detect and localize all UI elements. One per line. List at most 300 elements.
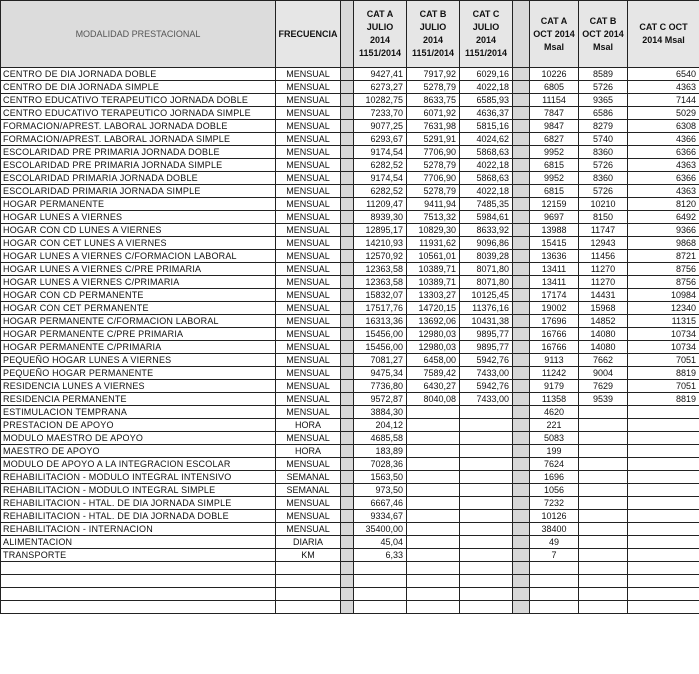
cell-modalidad bbox=[1, 575, 276, 588]
cell-cat-b-oct bbox=[579, 536, 628, 549]
cell-cat-c-oct bbox=[628, 458, 699, 471]
cell-cat-c-oct: 6366 bbox=[628, 146, 699, 159]
table-row bbox=[1, 575, 699, 588]
column-divider bbox=[341, 68, 354, 81]
cell-cat-b-oct: 5740 bbox=[579, 133, 628, 146]
table-row bbox=[1, 328, 699, 341]
cell-cat-a-julio: 12895,17 bbox=[354, 224, 407, 237]
cell-cat-b-oct: 7629 bbox=[579, 380, 628, 393]
cell-cat-a-oct: 7624 bbox=[530, 458, 579, 471]
table-row bbox=[1, 120, 699, 133]
cell-cat-c-julio bbox=[460, 536, 513, 549]
cell-cat-b-oct: 11270 bbox=[579, 263, 628, 276]
cell-cat-c-julio: 9895,77 bbox=[460, 341, 513, 354]
cell-cat-b-julio: 7706,90 bbox=[407, 146, 460, 159]
column-divider bbox=[513, 172, 530, 185]
cell-cat-a-oct: 4620 bbox=[530, 406, 579, 419]
cell-frecuencia: MENSUAL bbox=[276, 81, 341, 94]
table-row bbox=[1, 601, 699, 614]
cell-cat-c-oct: 8819 bbox=[628, 367, 699, 380]
cell-cat-c-oct: 11315 bbox=[628, 315, 699, 328]
cell-cat-a-oct: 19002 bbox=[530, 302, 579, 315]
cell-frecuencia: MENSUAL bbox=[276, 289, 341, 302]
cell-modalidad: FORMACION/APREST. LABORAL JORNADA DOBLE bbox=[1, 120, 276, 133]
cell-cat-b-julio bbox=[407, 445, 460, 458]
cell-modalidad: MAESTRO DE APOYO bbox=[1, 445, 276, 458]
cell-cat-b-julio bbox=[407, 601, 460, 614]
cell-cat-b-julio: 12980,03 bbox=[407, 328, 460, 341]
cell-cat-b-julio bbox=[407, 549, 460, 562]
column-divider bbox=[513, 302, 530, 315]
cell-cat-c-oct: 6366 bbox=[628, 172, 699, 185]
column-divider bbox=[341, 601, 354, 614]
column-divider bbox=[341, 510, 354, 523]
cell-cat-b-julio bbox=[407, 588, 460, 601]
table-row bbox=[1, 588, 699, 601]
column-divider bbox=[341, 263, 354, 276]
cell-cat-c-julio bbox=[460, 497, 513, 510]
column-divider bbox=[513, 601, 530, 614]
cell-frecuencia: MENSUAL bbox=[276, 107, 341, 120]
column-divider bbox=[513, 419, 530, 432]
column-divider bbox=[341, 380, 354, 393]
column-divider bbox=[513, 510, 530, 523]
column-divider bbox=[341, 94, 354, 107]
column-divider bbox=[513, 133, 530, 146]
column-divider bbox=[513, 289, 530, 302]
cell-cat-b-oct: 14852 bbox=[579, 315, 628, 328]
cell-cat-c-julio bbox=[460, 484, 513, 497]
column-divider bbox=[341, 523, 354, 536]
cell-cat-c-julio: 6029,16 bbox=[460, 68, 513, 81]
cell-cat-c-julio: 7433,00 bbox=[460, 367, 513, 380]
cell-cat-a-oct: 13411 bbox=[530, 276, 579, 289]
cell-cat-c-julio: 4022,18 bbox=[460, 159, 513, 172]
cell-cat-c-oct bbox=[628, 497, 699, 510]
table-row bbox=[1, 484, 699, 497]
table-row bbox=[1, 419, 699, 432]
table-row bbox=[1, 263, 699, 276]
cell-cat-c-julio: 8071,80 bbox=[460, 276, 513, 289]
column-divider bbox=[341, 354, 354, 367]
cell-cat-c-julio: 8633,92 bbox=[460, 224, 513, 237]
header-cat-a-oct: CAT A OCT 2014 Msal bbox=[530, 1, 579, 68]
cell-cat-b-julio: 7589,42 bbox=[407, 367, 460, 380]
cell-modalidad: HOGAR CON CET PERMANENTE bbox=[1, 302, 276, 315]
cell-cat-b-julio: 6430,27 bbox=[407, 380, 460, 393]
cell-cat-a-julio: 6667,46 bbox=[354, 497, 407, 510]
cell-cat-a-oct: 7847 bbox=[530, 107, 579, 120]
cell-modalidad: ESCOLARIDAD PRIMARIA JORNADA DOBLE bbox=[1, 172, 276, 185]
cell-modalidad bbox=[1, 562, 276, 575]
cell-cat-b-oct: 8279 bbox=[579, 120, 628, 133]
cell-cat-b-julio bbox=[407, 523, 460, 536]
cell-cat-c-julio bbox=[460, 510, 513, 523]
cell-cat-b-oct bbox=[579, 471, 628, 484]
cell-cat-c-julio bbox=[460, 458, 513, 471]
cell-frecuencia: MENSUAL bbox=[276, 276, 341, 289]
column-divider bbox=[341, 250, 354, 263]
cell-cat-a-oct: 38400 bbox=[530, 523, 579, 536]
column-divider bbox=[341, 159, 354, 172]
cell-cat-c-oct: 4363 bbox=[628, 185, 699, 198]
cell-cat-c-oct: 7144 bbox=[628, 94, 699, 107]
cell-cat-c-oct: 8756 bbox=[628, 263, 699, 276]
cell-frecuencia: MENSUAL bbox=[276, 146, 341, 159]
cell-cat-a-julio: 3884,30 bbox=[354, 406, 407, 419]
column-divider bbox=[341, 367, 354, 380]
cell-modalidad bbox=[1, 588, 276, 601]
cell-cat-c-julio: 8039,28 bbox=[460, 250, 513, 263]
cell-cat-b-oct: 5726 bbox=[579, 81, 628, 94]
cell-cat-c-oct bbox=[628, 510, 699, 523]
cell-cat-c-julio: 5942,76 bbox=[460, 380, 513, 393]
cell-modalidad: ALIMENTACION bbox=[1, 536, 276, 549]
cell-cat-a-julio: 1563,50 bbox=[354, 471, 407, 484]
cell-frecuencia: MENSUAL bbox=[276, 406, 341, 419]
cell-modalidad: ESCOLARIDAD PRIMARIA JORNADA SIMPLE bbox=[1, 185, 276, 198]
table-row bbox=[1, 341, 699, 354]
column-divider bbox=[513, 380, 530, 393]
cell-cat-a-oct: 13636 bbox=[530, 250, 579, 263]
cell-cat-b-oct: 8150 bbox=[579, 211, 628, 224]
cell-frecuencia: SEMANAL bbox=[276, 484, 341, 497]
cell-cat-a-oct bbox=[530, 588, 579, 601]
cell-frecuencia: MENSUAL bbox=[276, 393, 341, 406]
cell-cat-a-julio: 6293,67 bbox=[354, 133, 407, 146]
column-divider bbox=[341, 224, 354, 237]
cell-cat-c-julio: 7433,00 bbox=[460, 393, 513, 406]
cell-cat-c-julio: 9895,77 bbox=[460, 328, 513, 341]
cell-cat-b-oct: 10210 bbox=[579, 198, 628, 211]
column-divider bbox=[513, 497, 530, 510]
column-divider bbox=[513, 1, 530, 68]
cell-cat-a-julio: 6273,27 bbox=[354, 81, 407, 94]
cell-cat-b-oct: 5726 bbox=[579, 159, 628, 172]
cell-cat-b-oct: 14080 bbox=[579, 341, 628, 354]
cell-cat-c-julio bbox=[460, 588, 513, 601]
table-row bbox=[1, 510, 699, 523]
cell-cat-a-julio: 7028,36 bbox=[354, 458, 407, 471]
cell-cat-b-oct bbox=[579, 601, 628, 614]
cell-cat-a-oct: 9952 bbox=[530, 172, 579, 185]
table-row bbox=[1, 406, 699, 419]
column-divider bbox=[341, 432, 354, 445]
cell-cat-b-oct bbox=[579, 432, 628, 445]
cell-cat-c-julio: 10431,38 bbox=[460, 315, 513, 328]
column-divider bbox=[513, 211, 530, 224]
cell-cat-a-oct: 7 bbox=[530, 549, 579, 562]
column-divider bbox=[341, 562, 354, 575]
cell-modalidad: PRESTACION DE APOYO bbox=[1, 419, 276, 432]
cell-cat-a-oct bbox=[530, 575, 579, 588]
cell-cat-b-julio: 5278,79 bbox=[407, 81, 460, 94]
cell-modalidad bbox=[1, 601, 276, 614]
cell-frecuencia: MENSUAL bbox=[276, 497, 341, 510]
cell-modalidad: TRANSPORTE bbox=[1, 549, 276, 562]
cell-cat-b-julio: 10389,71 bbox=[407, 263, 460, 276]
column-divider bbox=[341, 458, 354, 471]
cell-cat-c-julio: 4024,62 bbox=[460, 133, 513, 146]
cell-cat-b-julio: 7513,32 bbox=[407, 211, 460, 224]
cell-cat-c-oct: 12340 bbox=[628, 302, 699, 315]
cell-cat-c-oct: 10734 bbox=[628, 341, 699, 354]
cell-cat-c-oct bbox=[628, 432, 699, 445]
column-divider bbox=[513, 224, 530, 237]
cell-cat-a-julio: 12363,58 bbox=[354, 276, 407, 289]
cell-cat-a-julio: 8939,30 bbox=[354, 211, 407, 224]
cell-cat-c-julio: 7485,35 bbox=[460, 198, 513, 211]
cell-cat-a-oct: 17696 bbox=[530, 315, 579, 328]
cell-cat-a-julio: 973,50 bbox=[354, 484, 407, 497]
cell-modalidad: REHABILITACION - MODULO INTEGRAL SIMPLE bbox=[1, 484, 276, 497]
cell-cat-a-julio: 9334,67 bbox=[354, 510, 407, 523]
cell-cat-c-oct bbox=[628, 445, 699, 458]
column-divider bbox=[513, 185, 530, 198]
column-divider bbox=[513, 393, 530, 406]
cell-cat-a-oct: 6827 bbox=[530, 133, 579, 146]
column-divider bbox=[341, 341, 354, 354]
cell-cat-b-julio: 13692,06 bbox=[407, 315, 460, 328]
cell-cat-b-oct: 6586 bbox=[579, 107, 628, 120]
cell-cat-c-julio: 8071,80 bbox=[460, 263, 513, 276]
cell-modalidad: HOGAR CON CD LUNES A VIERNES bbox=[1, 224, 276, 237]
cell-modalidad: REHABILITACION - INTERNACION bbox=[1, 523, 276, 536]
table-row bbox=[1, 315, 699, 328]
cell-frecuencia: MENSUAL bbox=[276, 432, 341, 445]
cell-cat-b-julio bbox=[407, 471, 460, 484]
cell-modalidad: RESIDENCIA PERMANENTE bbox=[1, 393, 276, 406]
table-row bbox=[1, 354, 699, 367]
header-cat-c-julio: CAT C JULIO 2014 1151/2014 bbox=[460, 1, 513, 68]
column-divider bbox=[513, 146, 530, 159]
cell-cat-c-julio: 10125,45 bbox=[460, 289, 513, 302]
cell-cat-b-oct: 11747 bbox=[579, 224, 628, 237]
header-cat-b-julio: CAT B JULIO 2014 1151/2014 bbox=[407, 1, 460, 68]
column-divider bbox=[341, 211, 354, 224]
column-divider bbox=[513, 276, 530, 289]
cell-cat-a-julio: 15832,07 bbox=[354, 289, 407, 302]
column-divider bbox=[341, 302, 354, 315]
cell-frecuencia: DIARIA bbox=[276, 536, 341, 549]
cell-frecuencia bbox=[276, 562, 341, 575]
cell-modalidad: PEQUEÑO HOGAR PERMANENTE bbox=[1, 367, 276, 380]
cell-cat-c-julio: 4636,37 bbox=[460, 107, 513, 120]
cell-cat-c-oct bbox=[628, 549, 699, 562]
cell-modalidad: ESCOLARIDAD PRE PRIMARIA JORNADA SIMPLE bbox=[1, 159, 276, 172]
cell-frecuencia: MENSUAL bbox=[276, 94, 341, 107]
cell-cat-b-julio bbox=[407, 484, 460, 497]
cell-cat-c-julio bbox=[460, 471, 513, 484]
cell-cat-a-julio: 16313,36 bbox=[354, 315, 407, 328]
column-divider bbox=[513, 159, 530, 172]
header-cat-c-oct: CAT C OCT 2014 Msal bbox=[628, 1, 699, 68]
cell-frecuencia: MENSUAL bbox=[276, 367, 341, 380]
cell-cat-a-julio: 9077,25 bbox=[354, 120, 407, 133]
table-body bbox=[1, 68, 699, 614]
cell-cat-c-oct: 4366 bbox=[628, 133, 699, 146]
cell-cat-a-julio bbox=[354, 588, 407, 601]
cell-cat-a-oct: 49 bbox=[530, 536, 579, 549]
column-divider bbox=[513, 406, 530, 419]
cell-cat-a-julio: 9475,34 bbox=[354, 367, 407, 380]
header-cat-a-julio: CAT A JULIO 2014 1151/2014 bbox=[354, 1, 407, 68]
column-divider bbox=[341, 198, 354, 211]
cell-cat-a-oct: 6815 bbox=[530, 159, 579, 172]
column-divider bbox=[513, 562, 530, 575]
column-divider bbox=[341, 315, 354, 328]
table-row bbox=[1, 471, 699, 484]
column-divider bbox=[341, 484, 354, 497]
table-row bbox=[1, 172, 699, 185]
cell-cat-c-julio: 5868,63 bbox=[460, 146, 513, 159]
table-row bbox=[1, 393, 699, 406]
cell-cat-b-oct: 11456 bbox=[579, 250, 628, 263]
cell-cat-b-oct bbox=[579, 510, 628, 523]
cell-cat-c-oct: 8120 bbox=[628, 198, 699, 211]
cell-modalidad: HOGAR PERMANENTE C/FORMACION LABORAL bbox=[1, 315, 276, 328]
cell-modalidad: HOGAR LUNES A VIERNES C/FORMACION LABORAL bbox=[1, 250, 276, 263]
table-row bbox=[1, 68, 699, 81]
column-divider bbox=[341, 471, 354, 484]
cell-frecuencia: MENSUAL bbox=[276, 133, 341, 146]
cell-cat-c-oct bbox=[628, 562, 699, 575]
column-divider bbox=[513, 328, 530, 341]
cell-cat-a-oct: 16766 bbox=[530, 328, 579, 341]
column-divider bbox=[513, 263, 530, 276]
table-row bbox=[1, 211, 699, 224]
cell-cat-b-julio: 12980,03 bbox=[407, 341, 460, 354]
cell-modalidad: HOGAR CON CD PERMANENTE bbox=[1, 289, 276, 302]
cell-cat-a-julio: 35400,00 bbox=[354, 523, 407, 536]
cell-cat-a-julio: 7233,70 bbox=[354, 107, 407, 120]
cell-cat-c-oct: 4363 bbox=[628, 81, 699, 94]
table-row bbox=[1, 250, 699, 263]
cell-cat-c-oct bbox=[628, 536, 699, 549]
cell-cat-a-julio: 6282,52 bbox=[354, 185, 407, 198]
cell-frecuencia: MENSUAL bbox=[276, 120, 341, 133]
cell-cat-b-julio bbox=[407, 458, 460, 471]
cell-cat-a-julio bbox=[354, 601, 407, 614]
cell-cat-b-julio: 5278,79 bbox=[407, 185, 460, 198]
table-row bbox=[1, 432, 699, 445]
cell-cat-a-julio: 11209,47 bbox=[354, 198, 407, 211]
cell-cat-a-oct: 6805 bbox=[530, 81, 579, 94]
cell-cat-c-julio: 5984,61 bbox=[460, 211, 513, 224]
cell-cat-b-oct: 8589 bbox=[579, 68, 628, 81]
cell-cat-c-julio: 4022,18 bbox=[460, 185, 513, 198]
table-row bbox=[1, 146, 699, 159]
table-row bbox=[1, 497, 699, 510]
cell-cat-a-julio: 6,33 bbox=[354, 549, 407, 562]
cell-frecuencia: MENSUAL bbox=[276, 523, 341, 536]
cell-cat-b-julio bbox=[407, 510, 460, 523]
cell-cat-c-oct: 10984 bbox=[628, 289, 699, 302]
cell-frecuencia: KM bbox=[276, 549, 341, 562]
column-divider bbox=[513, 354, 530, 367]
cell-modalidad: HOGAR PERMANENTE C/PRIMARIA bbox=[1, 341, 276, 354]
cell-cat-c-julio bbox=[460, 601, 513, 614]
cell-cat-a-julio: 9174,54 bbox=[354, 146, 407, 159]
cell-cat-b-oct bbox=[579, 562, 628, 575]
column-divider bbox=[513, 445, 530, 458]
cell-cat-c-oct: 9366 bbox=[628, 224, 699, 237]
cell-cat-a-oct: 11242 bbox=[530, 367, 579, 380]
cell-frecuencia: MENSUAL bbox=[276, 380, 341, 393]
cell-cat-c-oct: 8819 bbox=[628, 393, 699, 406]
column-divider bbox=[341, 445, 354, 458]
column-divider bbox=[341, 237, 354, 250]
cell-cat-a-oct: 9697 bbox=[530, 211, 579, 224]
cell-modalidad: ESTIMULACION TEMPRANA bbox=[1, 406, 276, 419]
column-divider bbox=[341, 328, 354, 341]
cell-cat-c-julio bbox=[460, 432, 513, 445]
cell-cat-b-julio bbox=[407, 406, 460, 419]
cell-cat-b-oct: 12943 bbox=[579, 237, 628, 250]
cell-cat-c-julio bbox=[460, 419, 513, 432]
column-divider bbox=[513, 81, 530, 94]
cell-cat-b-julio: 5278,79 bbox=[407, 159, 460, 172]
cell-cat-b-julio: 8633,75 bbox=[407, 94, 460, 107]
cell-frecuencia: MENSUAL bbox=[276, 458, 341, 471]
cell-frecuencia: MENSUAL bbox=[276, 263, 341, 276]
cell-cat-b-julio: 6458,00 bbox=[407, 354, 460, 367]
table-row bbox=[1, 185, 699, 198]
column-divider bbox=[513, 588, 530, 601]
cell-frecuencia: MENSUAL bbox=[276, 328, 341, 341]
cell-modalidad: CENTRO EDUCATIVO TERAPEUTICO JORNADA SIMPLE bbox=[1, 107, 276, 120]
column-divider bbox=[513, 237, 530, 250]
cell-cat-b-oct bbox=[579, 458, 628, 471]
cell-cat-a-oct: 13988 bbox=[530, 224, 579, 237]
cell-cat-c-oct: 6308 bbox=[628, 120, 699, 133]
table-row bbox=[1, 562, 699, 575]
cell-cat-c-julio bbox=[460, 575, 513, 588]
column-divider bbox=[341, 406, 354, 419]
cell-cat-a-julio: 12363,58 bbox=[354, 263, 407, 276]
cell-cat-a-julio: 7736,80 bbox=[354, 380, 407, 393]
table-row bbox=[1, 536, 699, 549]
column-divider bbox=[513, 536, 530, 549]
cell-cat-b-oct bbox=[579, 575, 628, 588]
cell-modalidad: MODULO DE APOYO A LA INTEGRACION ESCOLAR bbox=[1, 458, 276, 471]
cell-cat-a-julio: 9427,41 bbox=[354, 68, 407, 81]
cell-frecuencia: SEMANAL bbox=[276, 471, 341, 484]
cell-cat-a-oct: 9113 bbox=[530, 354, 579, 367]
cell-cat-a-julio: 14210,93 bbox=[354, 237, 407, 250]
cell-cat-a-oct: 11358 bbox=[530, 393, 579, 406]
cell-modalidad: CENTRO DE DIA JORNADA DOBLE bbox=[1, 68, 276, 81]
cell-cat-b-julio: 7631,98 bbox=[407, 120, 460, 133]
cell-frecuencia: MENSUAL bbox=[276, 250, 341, 263]
cell-modalidad: CENTRO DE DIA JORNADA SIMPLE bbox=[1, 81, 276, 94]
cell-cat-c-julio bbox=[460, 523, 513, 536]
column-divider bbox=[513, 107, 530, 120]
cell-cat-a-oct: 9952 bbox=[530, 146, 579, 159]
column-divider bbox=[513, 120, 530, 133]
cell-cat-b-oct bbox=[579, 419, 628, 432]
cell-cat-b-julio: 7917,92 bbox=[407, 68, 460, 81]
cell-cat-c-oct bbox=[628, 575, 699, 588]
cell-frecuencia: MENSUAL bbox=[276, 68, 341, 81]
column-divider bbox=[513, 432, 530, 445]
column-divider bbox=[341, 1, 354, 68]
cell-frecuencia: MENSUAL bbox=[276, 185, 341, 198]
cell-cat-b-oct bbox=[579, 406, 628, 419]
cell-cat-a-oct: 15415 bbox=[530, 237, 579, 250]
cell-cat-b-julio: 11931,62 bbox=[407, 237, 460, 250]
cell-cat-a-julio: 4685,58 bbox=[354, 432, 407, 445]
